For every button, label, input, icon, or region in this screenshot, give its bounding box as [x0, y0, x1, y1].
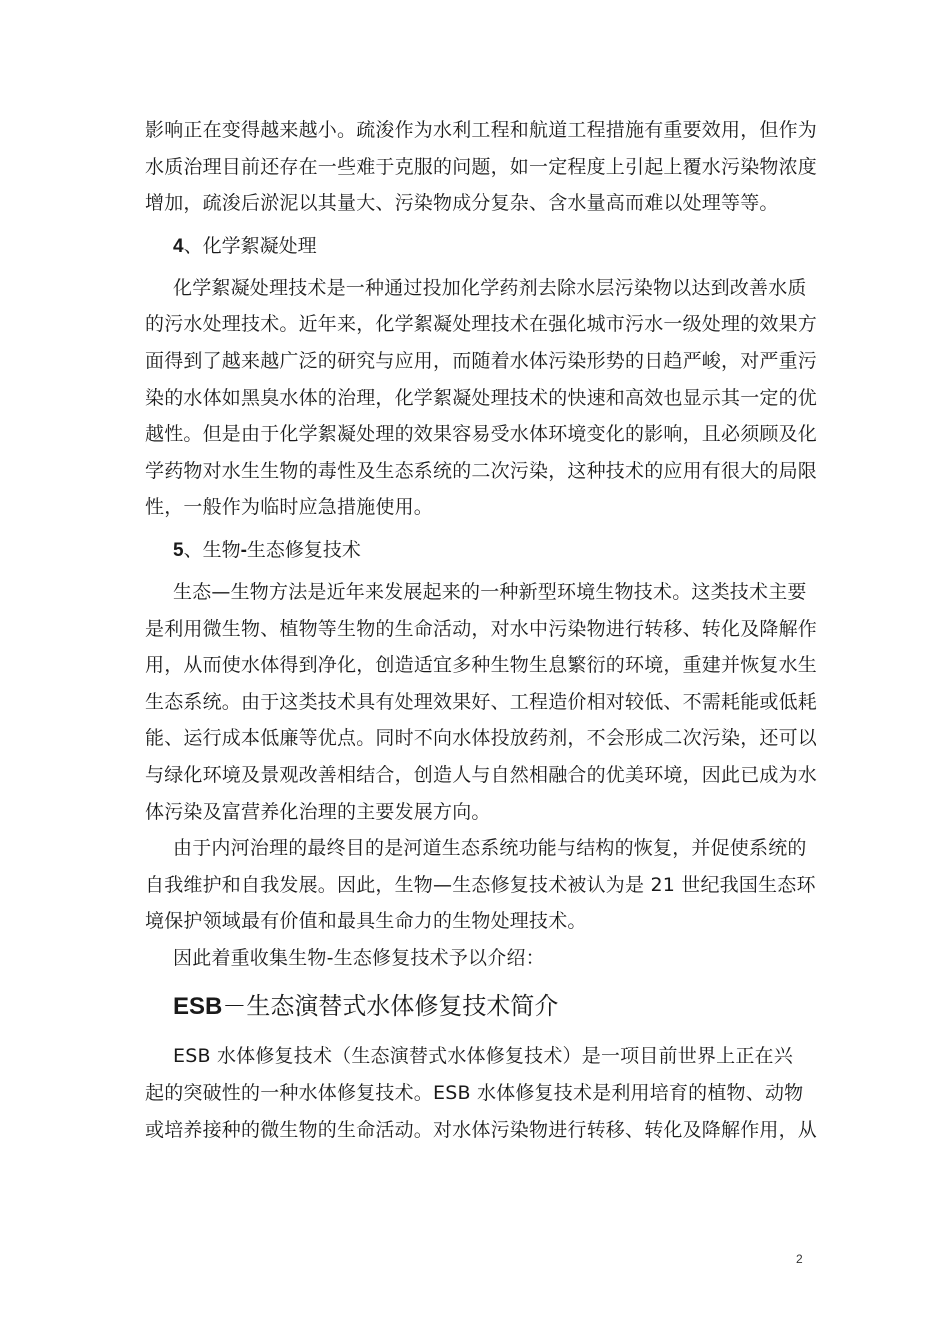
- text-line: 用，从而使水体得到净化，创造适宜多种生物生息繁衍的环境，重建并恢复水生: [145, 654, 818, 677]
- heading-bio-eco-restoration: [145, 532, 805, 568]
- text-line: 是利用微生物、植物等生物的生命活动，对水中污染物进行转移、转化及降解作: [145, 617, 818, 640]
- document-page: [145, 112, 818, 1148]
- paragraph-focus: [145, 940, 805, 977]
- text-line: 面得到了越来越广泛的研究与应用，而随着水体污染形势的日趋严峻，对严重污: [145, 349, 818, 372]
- section-title-text: －生态演替式水体修复技术简介: [222, 992, 559, 1021]
- text-line: 化学絮凝处理技术是一种通过投加化学药剂去除水层污染物以达到改善水质: [173, 276, 807, 299]
- heading-number: 4: [173, 235, 184, 257]
- heading-text: 、化学絮凝处理: [183, 234, 317, 257]
- heading-number: 5: [173, 539, 184, 561]
- section-title-latin: ESB: [173, 993, 223, 1021]
- text-line: 因此着重收集生物-生态修复技术予以介绍：: [173, 946, 545, 969]
- text-line: 与绿化环境及景观改善相结合，创造人与自然相融合的优美环境，因此已成为水: [145, 763, 818, 786]
- text-line: 体污染及富营养化治理的主要发展方向。: [145, 800, 491, 823]
- heading-chemical-flocculation: [145, 228, 805, 264]
- text-line: 生态—生物方法是近年来发展起来的一种新型环境生物技术。这类技术主要: [173, 580, 807, 603]
- heading-text-part: 、生物: [183, 538, 241, 561]
- paragraph-chemical: [145, 270, 818, 526]
- text-line: 增加，疏浚后淤泥以其量大、污染物成分复杂、含水量高而难以处理等等。: [145, 192, 779, 215]
- text-line: 水质治理目前还存在一些难于克服的问题，如一定程度上引起上覆水污染物浓度: [145, 155, 818, 178]
- section-title-esb: [145, 986, 805, 1026]
- heading-hyphen: -: [240, 539, 247, 561]
- paragraph-intro: [145, 112, 818, 222]
- text-line: 生态系统。由于这类技术具有处理效果好、工程造价相对较低、不需耗能或低耗: [145, 690, 818, 713]
- text-line: 的污水处理技术。近年来，化学絮凝处理技术在强化城市污水一级处理的效果方: [145, 313, 818, 336]
- text-line: 性，一般作为临时应急措施使用。: [145, 496, 434, 519]
- text-line: 起的突破性的一种水体修复技术。ESB 水体修复技术是利用培育的植物、动物: [145, 1082, 804, 1105]
- heading-text: 生态修复技术: [246, 538, 361, 561]
- text-line: 能、运行成本低廉等优点。同时不向水体投放药剂，不会形成二次污染，还可以: [145, 727, 818, 750]
- page-number: 2: [796, 1252, 803, 1266]
- text-line: 影响正在变得越来越小。疏浚作为水利工程和航道工程措施有重要效用，但作为: [145, 119, 818, 141]
- paragraph-esb: [145, 1038, 818, 1148]
- paragraph-eco: [145, 574, 818, 830]
- text-line: 境保护领域最有价值和最具生命力的生物处理技术。: [145, 910, 587, 933]
- text-line: ESB 水体修复技术（生态演替式水体修复技术）是一项目前世界上正在兴: [173, 1045, 793, 1068]
- text-line: 自我维护和自我发展。因此，生物—生态修复技术被认为是 21 世纪我国生态环: [145, 873, 816, 896]
- text-line: 学药物对水生生物的毒性及生态系统的二次污染，这种技术的应用有很大的局限: [145, 459, 818, 482]
- paragraph-inner-river: [145, 830, 816, 940]
- text-line: 越性。但是由于化学絮凝处理的效果容易受水体环境变化的影响，且必须顾及化: [145, 423, 818, 446]
- text-line: 由于内河治理的最终目的是河道生态系统功能与结构的恢复，并促使系统的: [173, 837, 807, 860]
- text-line: 染的水体如黑臭水体的治理，化学絮凝处理技术的快速和高效也显示其一定的优: [145, 386, 818, 409]
- text-line: 或培养接种的微生物的生命活动。对水体污染物进行转移、转化及降解作用，从: [145, 1118, 818, 1141]
